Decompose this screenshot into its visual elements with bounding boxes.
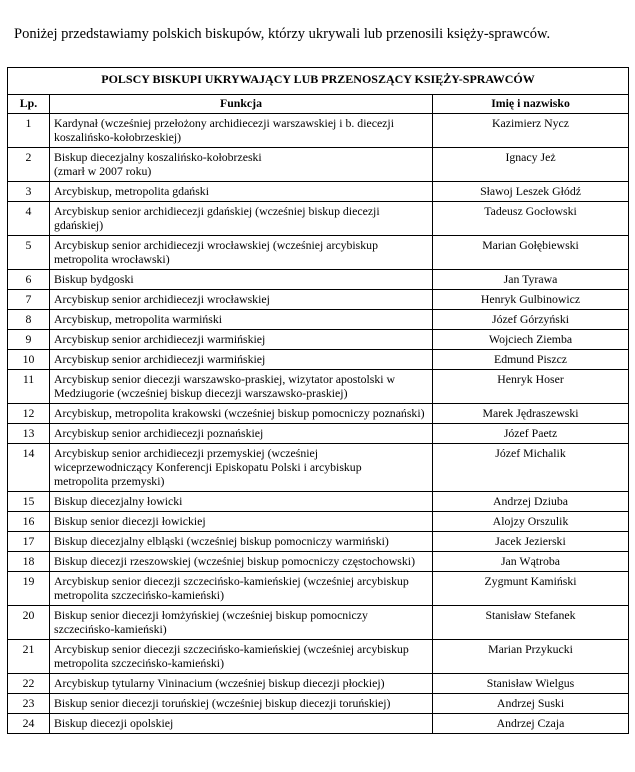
table-row [8,444,629,492]
table-row [8,114,629,148]
table-row [8,640,629,674]
table-row [8,606,629,640]
row-number: 4 [8,202,50,236]
table-row [8,424,629,444]
row-name: Jan Wątroba [433,552,629,572]
header-lp: Lp. [8,95,50,114]
row-number: 18 [8,552,50,572]
table-row [8,714,629,734]
table-body [8,114,629,734]
table-title: POLSCY BISKUPI UKRYWAJĄCY LUB PRZENOSZĄCY KSIĘŻY-SPRAWCÓW [8,68,629,95]
row-number: 23 [8,694,50,714]
table-row [8,182,629,202]
row-number: 2 [8,148,50,182]
row-number: 19 [8,572,50,606]
row-number: 13 [8,424,50,444]
row-name: Marian Przykucki [433,640,629,674]
row-function: Arcybiskup senior archidiecezji przemyskiej (wcześniej wiceprzewodniczący Konferencji Episkopatu Polski i arcybiskup metropolita przemyski) [50,444,433,492]
row-number: 16 [8,512,50,532]
row-name: Józef Michalik [433,444,629,492]
row-name: Marek Jędraszewski [433,404,629,424]
row-number: 6 [8,270,50,290]
row-name: Jacek Jezierski [433,532,629,552]
row-name: Zygmunt Kamiński [433,572,629,606]
row-function: Arcybiskup senior archidiecezji gdańskiej (wcześniej biskup diecezji gdańskiej) [50,202,433,236]
row-function: Arcybiskup, metropolita warmiński [50,310,433,330]
row-function: Arcybiskup senior archidiecezji wrocławskiej (wcześniej arcybiskup metropolita wrocławski) [50,236,433,270]
table-row [8,370,629,404]
table-row [8,532,629,552]
row-name: Andrzej Suski [433,694,629,714]
row-function: Biskup diecezji opolskiej [50,714,433,734]
row-number: 8 [8,310,50,330]
row-function: Arcybiskup senior archidiecezji warmińskiej [50,330,433,350]
row-name: Ignacy Jeż [433,148,629,182]
row-number: 20 [8,606,50,640]
header-name: Imię i nazwisko [433,95,629,114]
row-name: Andrzej Czaja [433,714,629,734]
table-row [8,404,629,424]
row-name: Marian Gołębiewski [433,236,629,270]
table-row [8,202,629,236]
table-row [8,552,629,572]
table-row [8,674,629,694]
row-number: 21 [8,640,50,674]
row-function: Arcybiskup, metropolita gdański [50,182,433,202]
row-function: Biskup diecezjalny łowicki [50,492,433,512]
row-number: 5 [8,236,50,270]
row-function: Arcybiskup senior archidiecezji warmińskiej [50,350,433,370]
row-function: Arcybiskup senior diecezji szczecińsko-kamieńskiej (wcześniej arcybiskup metropolita szczecińsko-kamieński) [50,572,433,606]
table-row [8,270,629,290]
intro-text: Poniżej przedstawiamy polskich biskupów, którzy ukrywali lub przenosili księży-sprawców. [14,25,551,42]
row-number: 24 [8,714,50,734]
row-function: Kardynał (wcześniej przełożony archidiecezji warszawskiej i b. diecezji koszalińsko-kołobrzeskiej) [50,114,433,148]
table-row [8,148,629,182]
row-function: Biskup diecezji rzeszowskiej (wcześniej biskup pomocniczy częstochowski) [50,552,433,572]
row-function: Arcybiskup senior diecezji warszawsko-praskiej, wizytator apostolski w Medziugorie (wcześniej biskup diecezji warszawsko-praskiej) [50,370,433,404]
row-function: Arcybiskup senior archidiecezji wrocławskiej [50,290,433,310]
table-row [8,694,629,714]
row-name: Wojciech Ziemba [433,330,629,350]
row-number: 11 [8,370,50,404]
table-row [8,310,629,330]
table-row [8,236,629,270]
row-name: Józef Górzyński [433,310,629,330]
row-name: Tadeusz Gocłowski [433,202,629,236]
row-number: 12 [8,404,50,424]
row-function: Arcybiskup, metropolita krakowski (wcześniej biskup pomocniczy poznański) [50,404,433,424]
table-row [8,572,629,606]
row-number: 14 [8,444,50,492]
row-function: Arcybiskup senior diecezji szczecińsko-kamieńskiej (wcześniej arcybiskup metropolita szczecińsko-kamieński) [50,640,433,674]
row-name: Henryk Gulbinowicz [433,290,629,310]
row-name: Kazimierz Nycz [433,114,629,148]
table-caption-row [8,68,629,95]
row-name: Jan Tyrawa [433,270,629,290]
table-row [8,492,629,512]
row-number: 22 [8,674,50,694]
row-function: Biskup bydgoski [50,270,433,290]
row-name: Alojzy Orszulik [433,512,629,532]
table-row [8,512,629,532]
row-number: 17 [8,532,50,552]
row-number: 15 [8,492,50,512]
row-name: Stanisław Wielgus [433,674,629,694]
row-number: 7 [8,290,50,310]
row-function: Arcybiskup tytularny Vininacium (wcześniej biskup diecezji płockiej) [50,674,433,694]
row-name: Edmund Piszcz [433,350,629,370]
row-function: Biskup senior diecezji łowickiej [50,512,433,532]
row-number: 1 [8,114,50,148]
row-function: Biskup senior diecezji łomżyńskiej (wcześniej biskup pomocniczy szczecińsko-kamieński) [50,606,433,640]
row-name: Andrzej Dziuba [433,492,629,512]
row-function: Biskup senior diecezji toruńskiej (wcześniej biskup diecezji toruńskiej) [50,694,433,714]
row-number: 10 [8,350,50,370]
row-number: 3 [8,182,50,202]
row-name: Sławoj Leszek Głódź [433,182,629,202]
table-row [8,330,629,350]
row-function: Biskup diecezjalny elbląski (wcześniej biskup pomocniczy warmiński) [50,532,433,552]
row-number: 9 [8,330,50,350]
row-name: Józef Paetz [433,424,629,444]
bishops-table [7,67,629,734]
row-function: Biskup diecezjalny koszalińsko-kołobrzeski (zmarł w 2007 roku) [50,148,433,182]
header-function: Funkcja [50,95,433,114]
table-row [8,290,629,310]
table-header-row [8,95,629,114]
row-name: Henryk Hoser [433,370,629,404]
row-function: Arcybiskup senior archidiecezji poznańskiej [50,424,433,444]
row-name: Stanisław Stefanek [433,606,629,640]
table-row [8,350,629,370]
